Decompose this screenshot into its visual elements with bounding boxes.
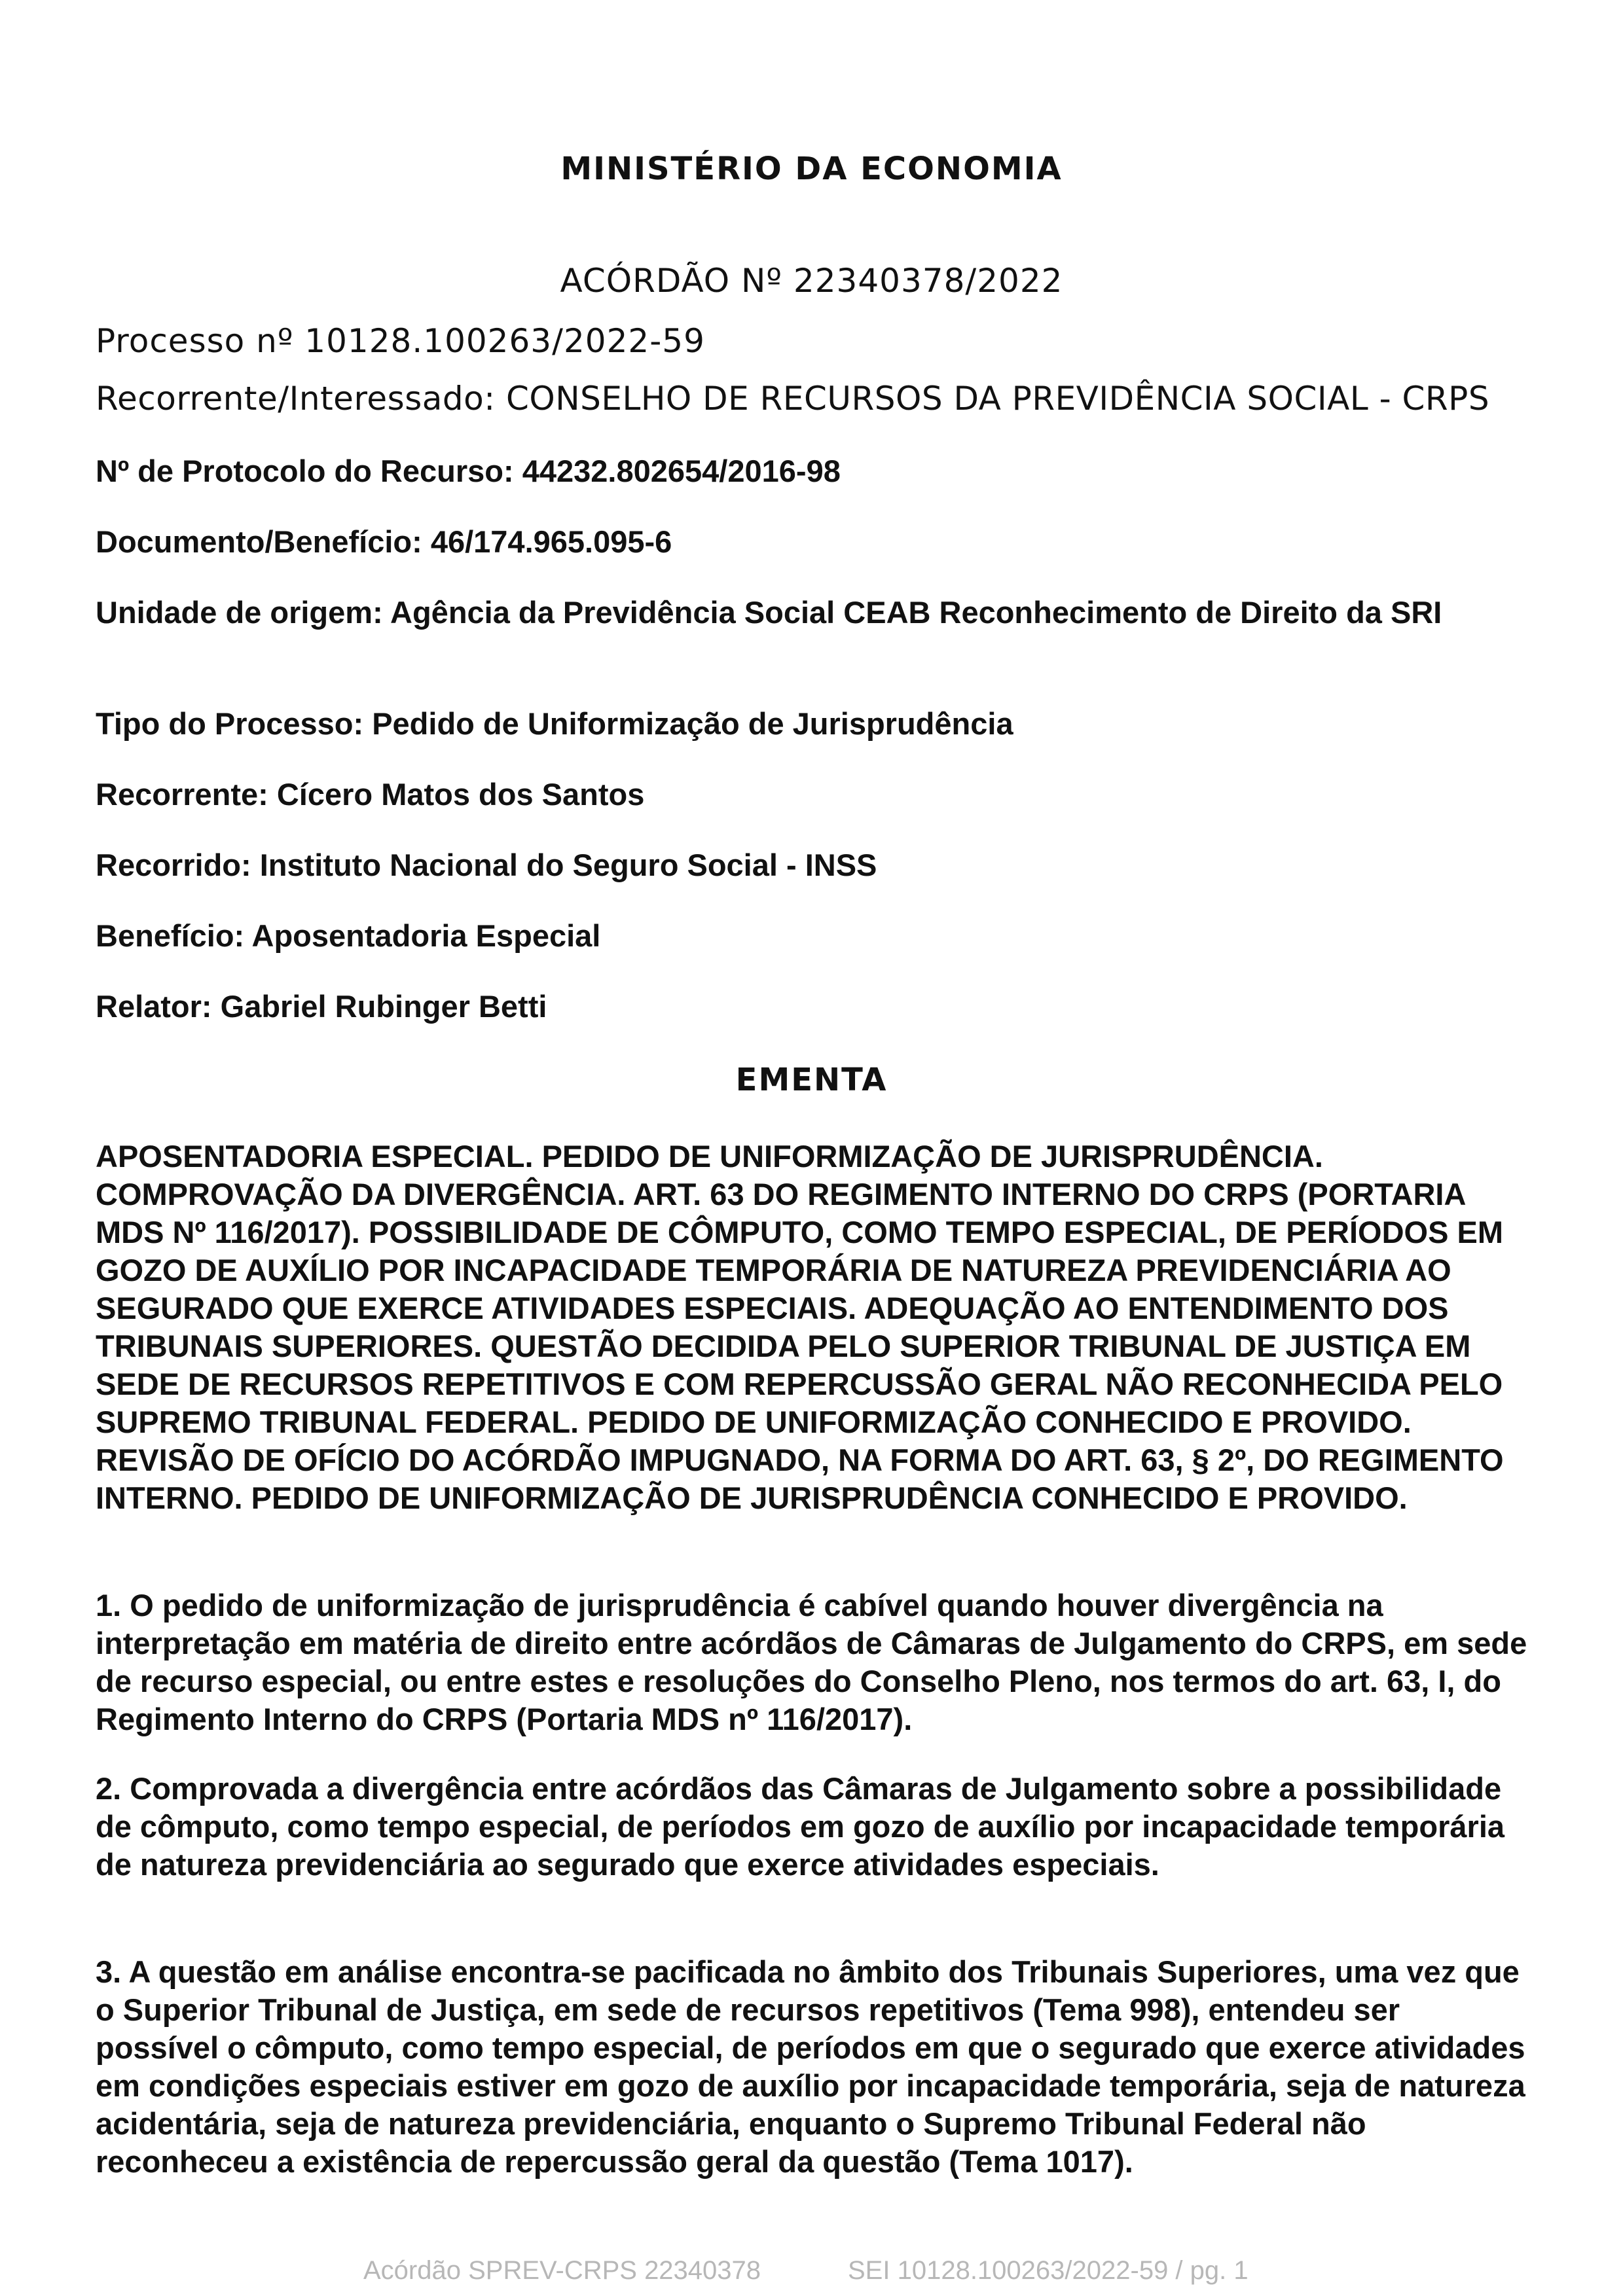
protocolo-field: Nº de Protocolo do Recurso: 44232.802654/2016-98: [96, 454, 841, 488]
acordao-number: ACÓRDÃO Nº 22340378/2022: [560, 262, 1063, 300]
unidade-field: Unidade de origem: Agência da Previdência Social CEAB Reconhecimento de Direito da SRI: [96, 595, 1442, 630]
ementa-paragraph-1: 1. O pedido de uniformização de jurisprudência é cabível quando houver divergência na interpretação em matéria de direito entre acórdãos de Câmaras de Julgamento do CRPS, em sede de recurso especial, ou entre estes e resoluções do Conselho Pleno, nos termos do art. 63, I, do Regimento Interno do CRPS (Portaria MDS nº 116/2017).: [96, 1588, 1527, 1736]
ementa-title: EMENTA: [735, 1062, 888, 1098]
ementa-paragraph-3: 3. A questão em análise encontra-se pacificada no âmbito dos Tribunais Superiores, uma vez que o Superior Tribunal de Justiça, em sede de recursos repetitivos (Tema 998), entendeu ser possível o cômputo, como tempo especial, de períodos em que o segurado que exerce atividades em condições especiais estiver em gozo de auxílio por incapacidade temporária, seja de natureza acidentária, seja de natureza previdenciária, enquanto o Supremo Tribunal Federal não reconheceu a existência de repercussão geral da questão (Tema 1017).: [96, 1954, 1525, 2179]
footer-sei-ref: SEI 10128.100263/2022-59 / pg. 1: [848, 2256, 1249, 2285]
documento-field: Documento/Benefício: 46/174.965.095-6: [96, 524, 672, 559]
footer-acordao-ref: Acórdão SPREV-CRPS 22340378: [363, 2256, 761, 2285]
ementa-summary: APOSENTADORIA ESPECIAL. PEDIDO DE UNIFORMIZAÇÃO DE JURISPRUDÊNCIA. COMPROVAÇÃO DA DIVERGÊNCIA. ART. 63 DO REGIMENTO INTERNO DO CRPS (PORTARIA MDS Nº 116/2017). POSSIBILIDADE DE CÔMPUTO, COMO TEMPO ESPECIAL, DE PERÍODOS EM GOZO DE AUXÍLIO POR INCAPACIDADE TEMPORÁRIA DE NATUREZA PREVIDENCIÁRIA AO SEGURADO QUE EXERCE ATIVIDADES ESPECIAIS. ADEQUAÇÃO AO ENTENDIMENTO DOS TRIBUNAIS SUPERIORES. QUESTÃO DECIDIDA PELO SUPERIOR TRIBUNAL DE JUSTIÇA EM SEDE DE RECURSOS REPETITIVOS E COM REPERCUSSÃO GERAL NÃO RECONHECIDA PELO SUPREMO TRIBUNAL FEDERAL. PEDIDO DE UNIFORMIZAÇÃO CONHECIDO E PROVIDO. REVISÃO DE OFÍCIO DO ACÓRDÃO IMPUGNADO, NA FORMA DO ART. 63, § 2º, DO REGIMENTO INTERNO. PEDIDO DE UNIFORMIZAÇÃO DE JURISPRUDÊNCIA CONHECIDO E PROVIDO.: [96, 1139, 1504, 1515]
recorrente-field: Recorrente: Cícero Matos dos Santos: [96, 777, 645, 812]
processo-number: Processo nº 10128.100263/2022-59: [96, 322, 705, 360]
ementa-paragraph-2: 2. Comprovada a divergência entre acórdãos das Câmaras de Julgamento sobre a possibilidade de cômputo, como tempo especial, de períodos em gozo de auxílio por incapacidade temporária de natureza previdenciária ao segurado que exerce atividades especiais.: [96, 1771, 1505, 1882]
relator-field: Relator: Gabriel Rubinger Betti: [96, 989, 547, 1024]
tipo-processo-field: Tipo do Processo: Pedido de Uniformização de Jurisprudência: [96, 706, 1013, 741]
recorrente-interessado: Recorrente/Interessado: CONSELHO DE RECURSOS DA PREVIDÊNCIA SOCIAL - CRPS: [96, 380, 1490, 418]
recorrido-field: Recorrido: Instituto Nacional do Seguro Social - INSS: [96, 848, 877, 882]
ministry-title: MINISTÉRIO DA ECONOMIA: [560, 151, 1063, 187]
beneficio-field: Benefício: Aposentadoria Especial: [96, 918, 601, 953]
